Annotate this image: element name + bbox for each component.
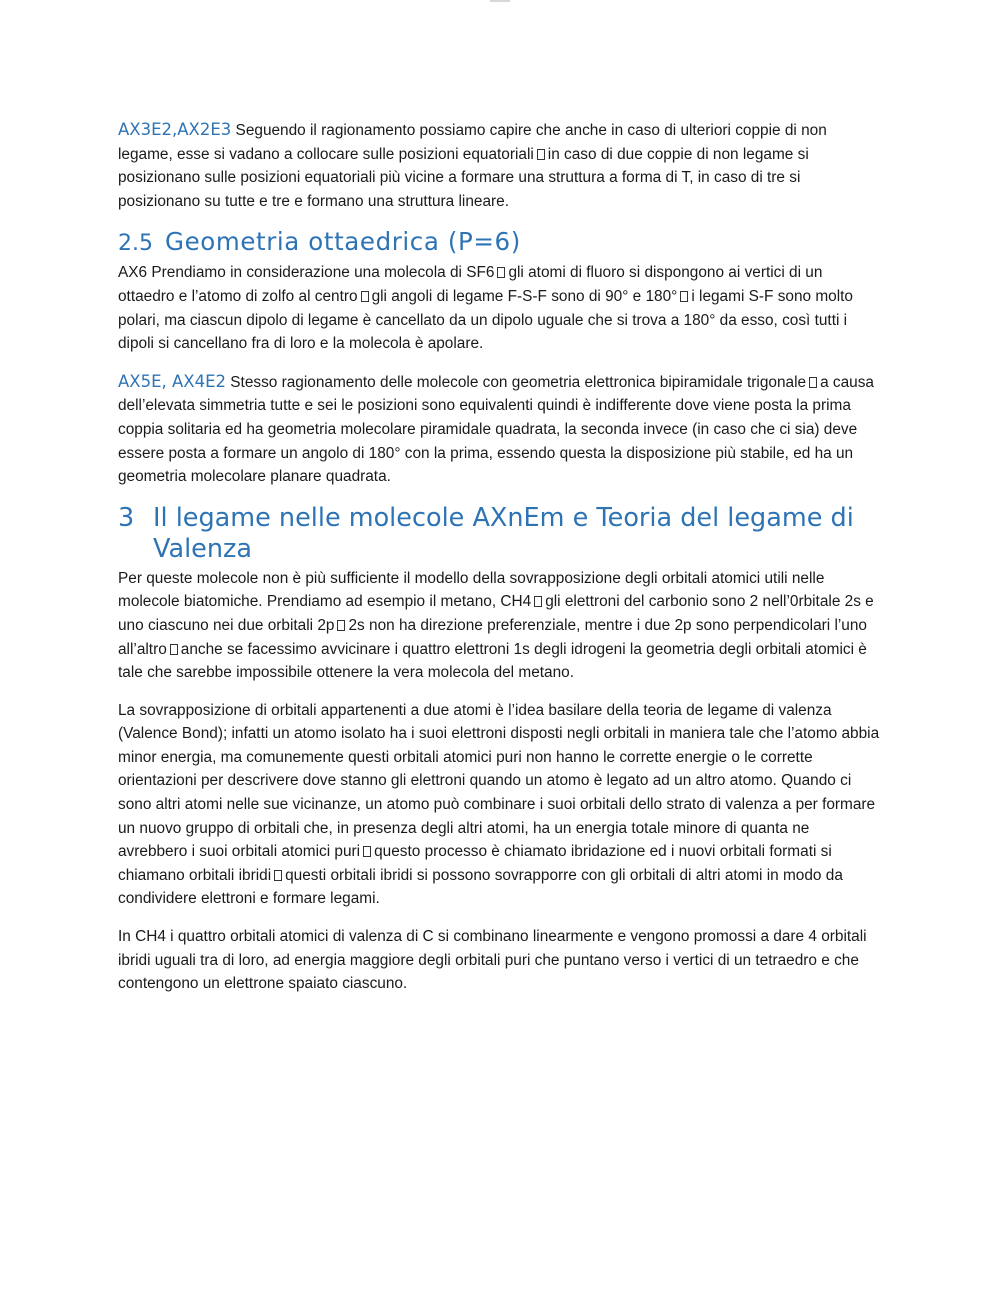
- paragraph-ch4: [118, 925, 880, 996]
- paragraph-ax3e2: [118, 118, 880, 213]
- inline-heading-ax3e2: AX3E2,AX2E3: [118, 120, 232, 139]
- document-page: [118, 118, 880, 1010]
- paragraph-text: 2s non ha direzione preferenziale, mentre i due 2p sono perpendicolari l’uno all’altro: [118, 616, 867, 658]
- paragraph-text: in caso di due coppie di non legame si posizionano sulle posizioni equatoriali più vicine a formare una struttura a forma di T, in caso di tre si posizionano su tutte e tre e formano una struttura lineare.: [118, 145, 809, 210]
- arrow-glyph-icon: [497, 267, 505, 278]
- paragraph-valence-bond: [118, 699, 880, 911]
- paragraph-text: gli angoli di legame F-S-F sono di 90° e 180°: [371, 287, 678, 305]
- arrow-glyph-icon: [537, 149, 545, 160]
- paragraph-text: anche se facessimo avvicinare i quattro elettroni 1s degli idrogeni la geometria degli orbitali atomici è tale che sarebbe impossibile ottenere la vera molecola del metano.: [118, 640, 867, 682]
- page-top-mark: [490, 0, 510, 2]
- arrow-glyph-icon: [363, 846, 371, 857]
- arrow-glyph-icon: [809, 377, 817, 388]
- paragraph-ax5e: [118, 370, 880, 489]
- inline-heading-ax5e: AX5E, AX4E2: [118, 371, 227, 391]
- section-heading-2-5: [118, 227, 880, 259]
- paragraph-text: gli atomi di fluoro si dispongono ai vertici di un ottaedro e l’atomo di zolfo al centro: [118, 264, 823, 305]
- paragraph-text: La sovrapposizione di orbitali appartenenti a due atomi è l’idea basilare della teoria de legame di valenza (Valence Bond); infatti un atomo isolato ha i suoi elettroni disposti negli orbitali in maniera tale che l’atomo abbia minor energia, ma comunemente questi orbitali atomici puri non hanno le corrette energie o le corrette orientazioni per descrivere dove stanno gli elettroni quando un atomo è legato ad un altro atomo. Quando ci sono altri atomi nelle sue vicinanze, un atomo può combinare i suoi orbitali dello strato di valenza a per formare un nuovo gruppo di orbitali che, in presenza degli altri atomi, ha un energia totale minore di quanta ne avrebbero i suoi orbitali atomici puri: [118, 701, 880, 861]
- paragraph-text: Seguendo il ragionamento possiamo capire che anche in caso di ulteriori coppie di non legame, esse si vadano a collocare sulle posizioni equatoriali: [118, 122, 827, 163]
- arrow-glyph-icon: [337, 620, 345, 631]
- arrow-glyph-icon: [170, 644, 178, 655]
- paragraph-text: AX6 Prendiamo in considerazione una molecola di SF6: [118, 264, 495, 282]
- arrow-glyph-icon: [274, 870, 282, 881]
- arrow-glyph-icon: [361, 291, 369, 302]
- paragraph-text: questi orbitali ibridi si possono sovrapporre con gli orbitali di altri atomi in modo da condividere elettroni e formare legami.: [118, 866, 843, 908]
- paragraph-text: gli elettroni del carbonio sono 2 nell’0rbitale 2s e uno ciascuno nei due orbitali 2p: [118, 593, 874, 634]
- paragraph-text: i legami S-F sono molto polari, ma ciascun dipolo di legame è cancellato da un dipolo uguale che si trova a 180° da esso, così tutti i dipoli si cancellano fra di loro e la molecola è apolare.: [118, 287, 853, 353]
- section-number: 3: [118, 502, 135, 533]
- paragraph-text: questo processo è chiamato ibridazione ed i nuovi orbitali formati si chiamano orbitali ibridi: [118, 843, 832, 884]
- section-title: Geometria ottaedrica (P=6): [165, 227, 521, 257]
- paragraph-text: Per queste molecole non è più sufficiente il modello della sovrapposizione degli orbitali atomici utili nelle molecole biatomiche. Prendiamo ad esempio il metano, CH4: [118, 569, 825, 611]
- section-title: Il legame nelle molecole AXnEm e Teoria del legame di Valenza: [153, 502, 854, 564]
- paragraph-text: a causa dell’elevata simmetria tutte e sei le posizioni sono equivalenti quindi è indifferente dove viene posta la prima coppia solitaria ed ha geometria molecolare piramidale quadrata, la seconda invece (in caso che ci sia) deve essere posta a formare un angolo di 180° con la prima, essendo questa la disposizione più stabile, ed ha un geometria molecolare planare quadrata.: [118, 373, 874, 486]
- section-heading-3: [118, 503, 880, 565]
- paragraph-axnem: [118, 567, 880, 685]
- arrow-glyph-icon: [534, 596, 542, 607]
- paragraph-text: In CH4 i quattro orbitali atomici di valenza di C si combinano linearmente e vengono promossi a dare 4 orbitali ibridi uguali tra di loro, ad energia maggiore degli orbitali puri che puntano verso i vertici di un tetraedro e che contengono un elettrone spaiato ciascuno.: [118, 928, 867, 993]
- arrow-glyph-icon: [680, 291, 688, 302]
- paragraph-ax6: [118, 261, 880, 355]
- paragraph-text: Stesso ragionamento delle molecole con geometria elettronica bipiramidale trigonale: [226, 373, 807, 391]
- section-number: 2.5: [118, 231, 153, 257]
